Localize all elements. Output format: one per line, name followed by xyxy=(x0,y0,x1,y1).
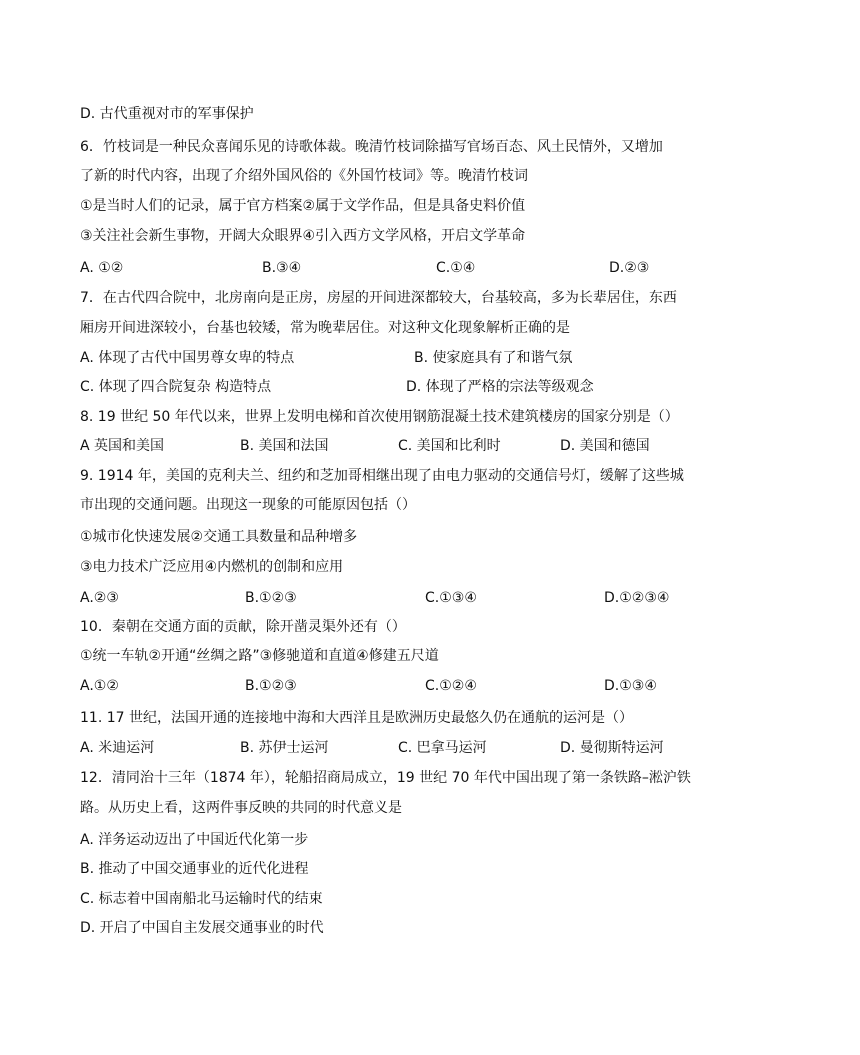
q5-option-d: D. 古代重视对市的军事保护 xyxy=(80,106,254,122)
q11-stem: 11. 17 世纪，法国开通的连接地中海和大西洋且是欧洲历史最悠久仍在通航的运河是（） xyxy=(80,710,633,726)
q10-option-b: B.①②③ xyxy=(245,678,297,694)
q8-option-c: C. 美国和比利时 xyxy=(398,438,501,454)
q11-option-a: A. 米迪运河 xyxy=(80,740,155,756)
q6-stem-line-1: 6．竹枝词是一种民众喜闻乐见的诗歌体裁。晚清竹枝词除描写官场百态、风土民情外，又增加 xyxy=(80,139,663,155)
q6-option-d: D.②③ xyxy=(609,260,650,276)
q7-option-b: B. 使家庭具有了和谐气氛 xyxy=(414,350,573,366)
q10-statements: ①统一车轨②开通“丝绸之路”③修驰道和直道④修建五尺道 xyxy=(80,648,439,664)
q11-option-b: B. 苏伊士运河 xyxy=(240,740,329,756)
q9-option-b: B.①②③ xyxy=(245,590,297,606)
q12-option-c: C. 标志着中国南船北马运输时代的结束 xyxy=(80,891,323,907)
q6-statement-line-2: ③关注社会新生事物，开阔大众眼界④引入西方文学风格，开启文学革命 xyxy=(80,228,526,244)
q10-stem: 10．秦朝在交通方面的贡献，除开凿灵渠外还有（） xyxy=(80,619,406,635)
q11-option-d: D. 曼彻斯特运河 xyxy=(560,740,664,756)
q6-option-a: A. ①② xyxy=(80,260,124,276)
q12-option-b: B. 推动了中国交通事业的近代化进程 xyxy=(80,861,309,877)
q7-option-d: D. 体现了严格的宗法等级观念 xyxy=(406,379,594,395)
q10-option-c: C.①②④ xyxy=(425,678,477,694)
q9-option-c: C.①③④ xyxy=(425,590,477,606)
q6-stem-line-2: 了新的时代内容，出现了介绍外国风俗的《外国竹枝词》等。晚清竹枝词 xyxy=(80,168,528,184)
q11-option-c: C. 巴拿马运河 xyxy=(398,740,487,756)
q9-statement-line-2: ③电力技术广泛应用④内燃机的创制和应用 xyxy=(80,559,344,575)
q6-option-b: B.③④ xyxy=(262,260,302,276)
q6-option-c: C.①④ xyxy=(436,260,476,276)
q8-option-d: D. 美国和德国 xyxy=(560,438,650,454)
q9-stem-line-1: 9. 1914 年，美国的克利夫兰、纽约和芝加哥相继出现了由电力驱动的交通信号灯，缓解了这些城 xyxy=(80,468,684,484)
q7-option-a: A. 体现了古代中国男尊女卑的特点 xyxy=(80,350,295,366)
q7-option-c: C. 体现了四合院复杂 构造特点 xyxy=(80,379,272,395)
q10-option-d: D.①③④ xyxy=(604,678,657,694)
q8-option-b: B. 美国和法国 xyxy=(240,438,329,454)
q12-option-d: D. 开启了中国自主发展交通事业的时代 xyxy=(80,920,324,936)
q12-stem-line-2: 路。从历史上看，这两件事反映的共同的时代意义是 xyxy=(80,800,402,816)
q9-stem-line-2: 市出现的交通问题。出现这一现象的可能原因包括（） xyxy=(80,497,416,513)
q7-stem-line-1: 7．在古代四合院中，北房南向是正房，房屋的开间进深都较大，台基较高，多为长辈居住，东西 xyxy=(80,290,677,306)
q12-option-a: A. 洋务运动迈出了中国近代化第一步 xyxy=(80,832,309,848)
q8-stem: 8. 19 世纪 50 年代以来，世界上发明电梯和首次使用钢筋混凝土技术建筑楼房的国家分别是（） xyxy=(80,409,679,425)
q12-stem-line-1: 12．清同治十三年（1874 年），轮船招商局成立，19 世纪 70 年代中国出现了第一条铁路–淞沪铁 xyxy=(80,770,691,786)
q7-stem-line-2: 厢房开间进深较小，台基也较矮，常为晚辈居住。对这种文化现象解析正确的是 xyxy=(80,320,570,336)
q6-statement-line-1: ①是当时人们的记录，属于官方档案②属于文学作品，但是具备史料价值 xyxy=(80,198,526,214)
q8-option-a: A 英国和美国 xyxy=(80,438,165,454)
q9-statement-line-1: ①城市化快速发展②交通工具数量和品种增多 xyxy=(80,529,358,545)
q9-option-d: D.①②③④ xyxy=(604,590,670,606)
q9-option-a: A.②③ xyxy=(80,590,119,606)
q10-option-a: A.①② xyxy=(80,678,119,694)
